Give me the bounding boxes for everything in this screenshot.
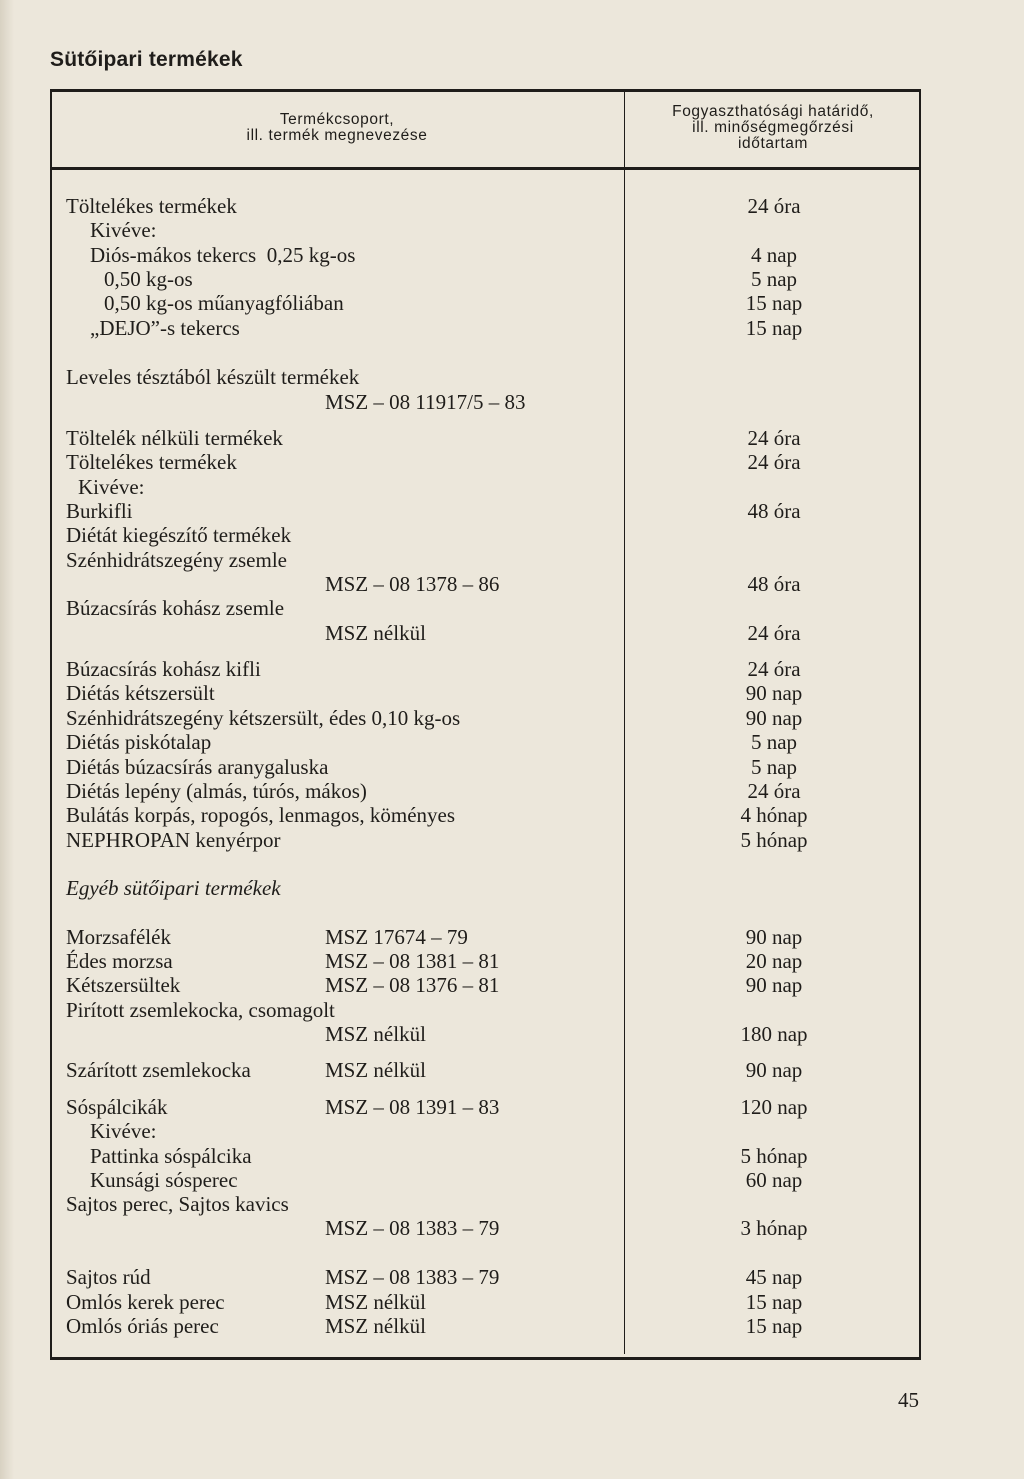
table-row: NEPHROPAN kenyérpor 5 hónap [66, 828, 808, 852]
column-header-product: Termékcsoport, ill. termék megnevezése [246, 111, 428, 144]
table-row: MSZ nélkül 24 óra [325, 621, 801, 645]
table-row: Pirított zsemlekocka, csomagolt [66, 998, 335, 1022]
table-row: Morzsafélék MSZ 17674 – 79 90 nap [66, 925, 803, 949]
table-row: Sóspálcikák MSZ – 08 1391 – 83 120 nap [66, 1095, 808, 1119]
table-row: Édes morzsa MSZ – 08 1381 – 81 20 nap [66, 949, 803, 973]
table-row: Töltelékes termékek 24 óra [66, 450, 801, 474]
table-row: MSZ – 08 1378 – 86 48 óra [325, 572, 801, 596]
table-row: Diós-mákos tekercs 0,25 kg-os 4 nap [90, 243, 798, 267]
table-row: Kunsági sósperec 60 nap [90, 1168, 803, 1192]
table-top-rule [50, 89, 921, 92]
table-row: Pattinka sóspálcika 5 hónap [90, 1144, 808, 1168]
column-header-shelf-life: Fogyaszthatósági határidő, ill. minőségmegőrzési időtartam [672, 103, 874, 152]
table-row-subheading: Egyéb sütőipari termékek [66, 876, 281, 900]
table-row: Bulátás korpás, ropogós, lenmagos, köményes 4 hónap [66, 803, 808, 827]
table-row: Diétás búzacsírás aranygaluska 5 nap [66, 755, 798, 779]
table-row: Búzacsírás kohász zsemle [66, 596, 285, 620]
table-row: Szénhidrátszegény kétszersült, édes 0,10 kg-os 90 nap [66, 706, 803, 730]
table-row: Omlós kerek perec MSZ nélkül 15 nap [66, 1290, 803, 1314]
page-number: 45 [898, 1388, 919, 1412]
table-row: Leveles tésztából készült termékek [66, 365, 360, 389]
table-row: Diétás kétszersült 90 nap [66, 681, 803, 705]
table-row: „DEJO”-s tekercs 15 nap [90, 316, 803, 340]
table-row: 0,50 kg-os 5 nap [104, 267, 798, 291]
table-row: Burkifli 48 óra [66, 499, 801, 523]
table-row: Diétás lepény (almás, túrós, mákos) 24 óra [66, 779, 801, 803]
section-title: Sütőipari termékek [50, 48, 243, 71]
table-row: Búzacsírás kohász kifli 24 óra [66, 657, 801, 681]
page-edge-shadow [0, 0, 14, 1479]
table-row: Kétszersültek MSZ – 08 1376 – 81 90 nap [66, 973, 803, 997]
table-row: Diétás piskótalap 5 nap [66, 730, 798, 754]
table-row: MSZ nélkül 180 nap [325, 1022, 808, 1046]
table-row: MSZ – 08 1383 – 79 3 hónap [325, 1216, 808, 1240]
table-row: Kivéve: [78, 475, 145, 499]
table-header-rule [50, 167, 921, 170]
table-row: Szénhidrátszegény zsemle [66, 548, 287, 572]
table-row: Diétát kiegészítő termékek [66, 523, 292, 547]
table-row: Kivéve: [90, 218, 157, 242]
table-row: Szárított zsemlekocka MSZ nélkül 90 nap [66, 1058, 803, 1082]
table-row: Töltelék nélküli termékek 24 óra [66, 426, 801, 450]
table-bottom-rule [50, 1357, 921, 1360]
table-row: 0,50 kg-os műanyagfóliában 15 nap [104, 291, 803, 315]
table-row: Sajtos perec, Sajtos kavics [66, 1192, 289, 1216]
table-row: Kivéve: [90, 1119, 157, 1143]
table-row: Sajtos rúd MSZ – 08 1383 – 79 45 nap [66, 1265, 803, 1289]
table-row: MSZ – 08 11917/5 – 83 [325, 390, 526, 414]
table-row: Omlós óriás perec MSZ nélkül 15 nap [66, 1314, 803, 1338]
table-row: Töltelékes termékek 24 óra [66, 194, 801, 218]
